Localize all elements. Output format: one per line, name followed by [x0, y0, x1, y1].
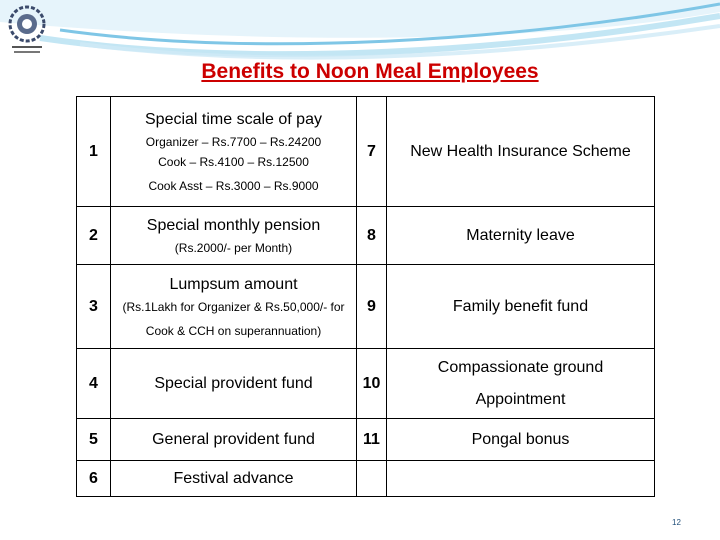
- row-number: 9: [357, 265, 387, 349]
- row-number: [357, 461, 387, 497]
- benefit-line: Compassionate ground: [437, 358, 604, 376]
- benefit-cell: Maternity leave: [387, 207, 655, 265]
- benefit-detail: Cook – Rs.4100 – Rs.12500: [158, 154, 309, 169]
- benefit-detail: Organizer – Rs.7700 – Rs.24200: [145, 134, 322, 149]
- benefit-cell: Festival advance: [111, 461, 357, 497]
- row-number: 8: [357, 207, 387, 265]
- benefit-cell: [111, 207, 357, 265]
- table-row: [77, 349, 655, 419]
- benefit-detail: (Rs.1Lakh for Organizer & Rs.50,000/- for: [122, 299, 345, 314]
- row-number: 3: [77, 265, 111, 349]
- benefit-cell: Pongal bonus: [387, 419, 655, 461]
- benefit-cell: [111, 97, 357, 207]
- benefit-cell: [387, 461, 655, 497]
- benefit-detail: Cook Asst – Rs.3000 – Rs.9000: [148, 178, 319, 193]
- benefit-cell: Family benefit fund: [387, 265, 655, 349]
- benefit-detail: Cook & CCH on superannuation): [145, 323, 322, 338]
- row-number: 5: [77, 419, 111, 461]
- benefit-detail: (Rs.2000/- per Month): [174, 240, 293, 255]
- row-number: 2: [77, 207, 111, 265]
- table-row: [77, 97, 655, 207]
- table-row: [77, 207, 655, 265]
- benefit-cell: General provident fund: [111, 419, 357, 461]
- table-row: [77, 265, 655, 349]
- page-title: Benefits to Noon Meal Employees: [201, 60, 539, 83]
- benefit-heading: Special time scale of pay: [145, 110, 322, 128]
- benefit-cell: Special provident fund: [111, 349, 357, 419]
- row-number: 4: [77, 349, 111, 419]
- benefits-table: [76, 96, 655, 497]
- page-number: 12: [672, 518, 681, 527]
- benefit-line: Appointment: [475, 390, 566, 408]
- emblem-logo-icon: [4, 4, 50, 62]
- benefit-heading: Special monthly pension: [146, 216, 321, 234]
- row-number: 11: [357, 419, 387, 461]
- table-row: [77, 419, 655, 461]
- row-number: 7: [357, 97, 387, 207]
- row-number: 10: [357, 349, 387, 419]
- benefit-cell: [111, 265, 357, 349]
- table-row: [77, 461, 655, 497]
- benefit-cell: New Health Insurance Scheme: [387, 97, 655, 207]
- benefit-cell: [387, 349, 655, 419]
- row-number: 6: [77, 461, 111, 497]
- row-number: 1: [77, 97, 111, 207]
- benefit-heading: Lumpsum amount: [169, 275, 298, 293]
